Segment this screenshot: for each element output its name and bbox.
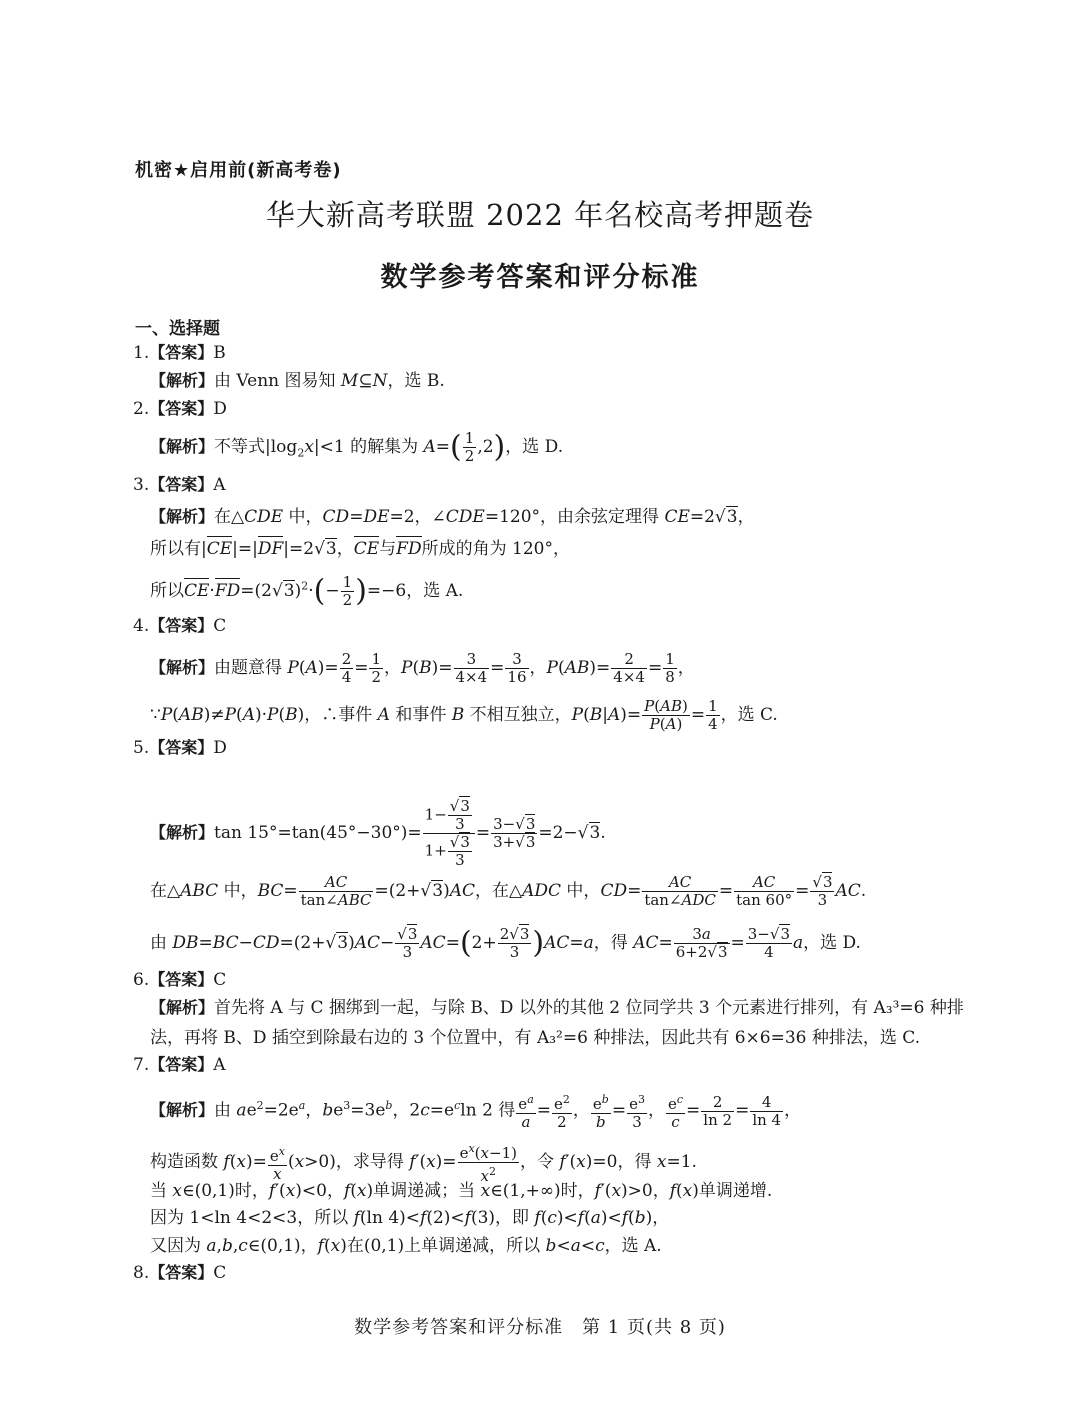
q3-analysis-1: 【解析】在△CDE 中，CD=DE=2，∠CDE=120°，由余弦定理得 CE=2√3， <box>150 507 755 527</box>
q3-answer: 3.【答案】A <box>133 475 226 495</box>
q2-answer: 2.【答案】D <box>133 399 227 419</box>
q7-analysis-4: 因为 1<ln 4<2<3，所以 f(ln 4)<f(2)<f(3)，即 f(c)<f(a)<f(b)， <box>150 1208 670 1228</box>
q5-analysis-3: 由 DB=BC−CD=(2+√3)AC− $\frac{√3}{3}$ AC=(2+ $\frac{2√3}{3}$ )AC=a，得 AC= $\frac{3a}{6+2√3}$ = $\frac{3-√3}{4}$ a，选 D. <box>150 925 861 961</box>
q4-analysis-1: 【解析】由题意得 P(A)= $\frac{2}{4}$ = $\frac{1}{2}$ ，P(B)= $\frac{3}{4\times 4}$ = $\frac{3}{16}$ ，P(AB)= $\frac{2}{4\times 4}$ = $\frac{1}{8}$ ， <box>150 650 695 686</box>
q5-answer: 5.【答案】D <box>133 738 227 758</box>
q4-analysis-2: ∵P(AB)≠P(A)·P(B)，∴事件 A 和事件 B 不相互独立，P(B|A)= $\frac{P(AB)}{P(A)}$ = $\frac{1}{4}$ ，选 C. <box>150 697 778 733</box>
q7-analysis-3: 当 x∈(0,1)时，f′(x)<0，f(x)单调递减；当 x∈(1,+∞)时，f′(x)>0，f(x)单调递增. <box>150 1181 773 1201</box>
q6-analysis-2: 法，再将 B、D 插空到除最右边的 3 个位置中，有 A₃²=6 种排法，因此共有 6×6=36 种排法，选 C. <box>150 1028 921 1048</box>
q8-answer: 8.【答案】C <box>133 1263 227 1283</box>
q7-analysis-2: 构造函数 f(x)= $\frac{e^x}{x}$ (x>0)，求导得 f′(x)= $\frac{e^x(x-1)}{x^2}$ ，令 f′(x)=0，得 x=1. <box>150 1142 697 1185</box>
q6-answer: 6.【答案】C <box>133 970 227 990</box>
document-title: 数学参考答案和评分标准 <box>380 262 700 293</box>
q3-analysis-2: 所以有|CE|=|DF|=2√3，CE与FD所成的角为 120°， <box>150 539 570 559</box>
q7-answer: 7.【答案】A <box>133 1055 226 1075</box>
page-footer: 数学参考答案和评分标准 第 1 页(共 8 页) <box>354 1317 726 1338</box>
q1-analysis: 【解析】由 Venn 图易知 M⊆N，选 B. <box>150 371 445 391</box>
exam-title: 华大新高考联盟 2022 年名校高考押题卷 <box>265 198 815 232</box>
q4-answer: 4.【答案】C <box>133 616 227 636</box>
q5-analysis-2: 在△ABC 中，BC= $\frac{AC}{\text{tan∠ABC}}$ =(2+√3)AC，在△ADC 中，CD= $\frac{AC}{\text{tan∠ADC}}$ = $\frac{AC}{\tan 60^\circ}$ = $\frac{√3}{3}$ AC. <box>150 873 867 909</box>
section-heading: 一、选择题 <box>135 319 220 339</box>
q1-answer: 1.【答案】B <box>133 343 226 363</box>
confidential-label: 机密★启用前(新高考卷) <box>135 160 342 181</box>
q7-analysis-1: 【解析】由 $ae^2=2e^a$，$be^3=3e^b$，$2c=e^c\ln$ 2 得 $\frac{e^a}{a}$ = $\frac{e^2}{2}$ ， $\frac{e^b}{b}$ = $\frac{e^3}{3}$ ， $\frac{e^c}{c}$ = $\frac{2}{\ln 2}$ = $\frac{4}{\ln 4}$ ， <box>150 1092 802 1131</box>
q2-analysis: 【解析】不等式$|\log_2x|<1$ 的解集为 A=( $\frac{1}{2}$ ,2)，选 D. <box>150 429 564 465</box>
q7-analysis-5: 又因为 a,b,c∈(0,1)，f(x)在(0,1)上单调递减，所以 b<a<c，选 A. <box>150 1236 662 1256</box>
q3-analysis-3: 所以$CE\cdot FD=(2√3)^2\cdot(-$ $\frac{1}{2}$ )=−6，选 A. <box>150 573 464 609</box>
q6-analysis-1: 【解析】首先将 A 与 C 捆绑到一起，与除 B、D 以外的其他 2 位同学共 3 个元素进行排列，有 A₃³=6 种排 <box>150 998 964 1018</box>
q5-analysis-1: 【解析】tan 15°=tan(45°−30°)= 1− $\frac{√3}{3}$ 1+ $\frac{√3}{3}$ = $\frac{3-√3}{3+√3}$ =2−√3. <box>150 797 606 869</box>
